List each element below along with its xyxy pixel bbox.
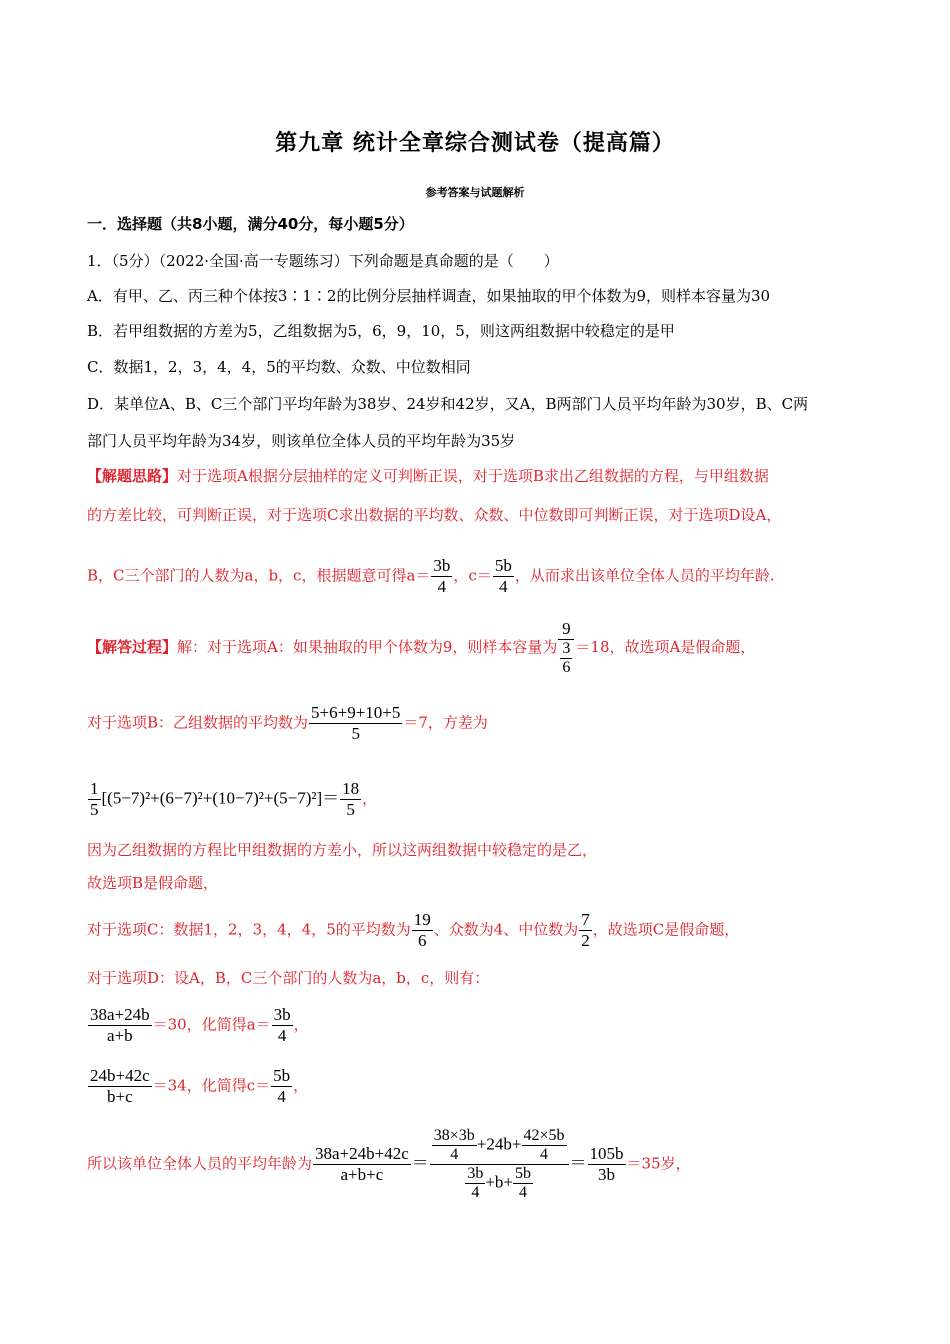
solution-label: 【解答过程】 — [87, 638, 178, 656]
solution-d-final: 所以该单位全体人员的平均年龄为 $\frac{38a+24b+42c}{a+b+c}$ ＝ $\frac{38\times 3b}{4}$ +24b+ $\frac{42\times 5b}{4}$ $\frac{3b}{4}$ +b+ $\frac{5b}{4}$ ＝ $\frac{105b}{3b}$ ＝35岁， — [87, 1127, 691, 1201]
fraction-median-c: $\frac{7}{2}$ — [581, 910, 590, 950]
variance-expression: $\frac{1}{5}$ [(5−7)²+(6−7)²+(10−7)²+(5−7)²]＝ $\frac{18}{5}$ ， — [90, 779, 378, 819]
thinking-line2: 的方差比较，可判断正误，对于选项C求出数据的平均数、众数、中位数即可判断正误，对于选项D设A， — [87, 506, 782, 524]
solution-b-conclusion1: 因为乙组数据的方程比甲组数据的方差小，所以这两组数据中较稳定的是乙， — [87, 841, 598, 859]
solution-a: 【解答过程】解：对于选项A：如果抽取的甲个体数为9，则样本容量为 $\frac{9}{\frac{3}{6}}$ ＝18，故选项A是假命题， — [87, 619, 756, 676]
equation-2: $\frac{24b+42c}{b+c}$ ＝34，化简得c＝ $\frac{5b}{4}$ ， — [90, 1066, 309, 1106]
option-c: C．数据1，2，3，4，4，5的平均数、众数、中位数相同 — [87, 358, 471, 376]
fraction-5b-over-4: $\frac{5b}{4}$ — [494, 556, 512, 596]
fraction-mean: $\frac{5+6+9+10+5}{5}$ — [311, 703, 401, 743]
thinking-line1: 【解题思路】对于选项A根据分层抽样的定义可判断正误，对于选项B求出乙组数据的方程，与甲组数据 — [87, 467, 769, 485]
thinking-label: 【解题思路】 — [87, 467, 178, 485]
page-title: 第九章 统计全章综合测试卷（提高篇） — [275, 131, 675, 156]
thinking-line3: B，C三个部门的人数为a，b，c，根据题意可得a＝ $\frac{3b}{4}$ ，c＝ $\frac{5b}{4}$ ，从而求出该单位全体人员的平均年龄. — [87, 556, 775, 596]
fraction-mean-c: $\frac{19}{6}$ — [413, 910, 431, 950]
question-stem: 1．（5分）（2022·全国·高一专题练习）下列命题是真命题的是（ ） — [87, 252, 559, 270]
big-fraction: $\frac{38\times 3b}{4}$ +24b+ $\frac{42\times 5b}{4}$ $\frac{3b}{4}$ +b+ $\frac{5b}{4}$ — [430, 1127, 569, 1202]
option-b: B．若甲组数据的方差为5，乙组数据为5，6，9，10，5，则这两组数据中较稳定的是甲 — [87, 322, 675, 340]
solution-b: 对于选项B：乙组数据的平均数为 $\frac{5+6+9+10+5}{5}$ ＝7，方差为 — [87, 703, 488, 743]
solution-d-intro: 对于选项D：设A，B，C三个部门的人数为a，b，c，则有： — [87, 969, 490, 987]
option-d-line2: 部门人员平均年龄为34岁，则该单位全体人员的平均年龄为35岁 — [87, 432, 516, 450]
option-d-line1: D．某单位A、B、C三个部门平均年龄为38岁、24岁和42岁，又A，B两部门人员平均年龄为30岁，B、C两 — [87, 395, 809, 413]
fraction-sample-size: $\frac{9}{\frac{3}{6}}$ — [558, 619, 574, 677]
option-a: A．有甲、乙、丙三种个体按3∶1∶2的比例分层抽样调查，如果抽取的甲个体数为9，则样本容量为30 — [87, 287, 771, 305]
solution-c: 对于选项C：数据1，2，3，4，4，5的平均数为 $\frac{19}{6}$ 、众数为4、中位数为 $\frac{7}{2}$ ，故选项C是假命题， — [87, 910, 740, 950]
page-subtitle: 参考答案与试题解析 — [425, 186, 525, 199]
fraction-3b-over-4: $\frac{3b}{4}$ — [433, 556, 451, 596]
solution-b-conclusion2: 故选项B是假命题， — [87, 874, 219, 892]
section-heading: 一．选择题（共8小题，满分40分，每小题5分） — [87, 215, 414, 233]
equation-1: $\frac{38a+24b}{a+b}$ ＝30，化简得a＝ $\frac{3b}{4}$ ， — [90, 1005, 309, 1045]
